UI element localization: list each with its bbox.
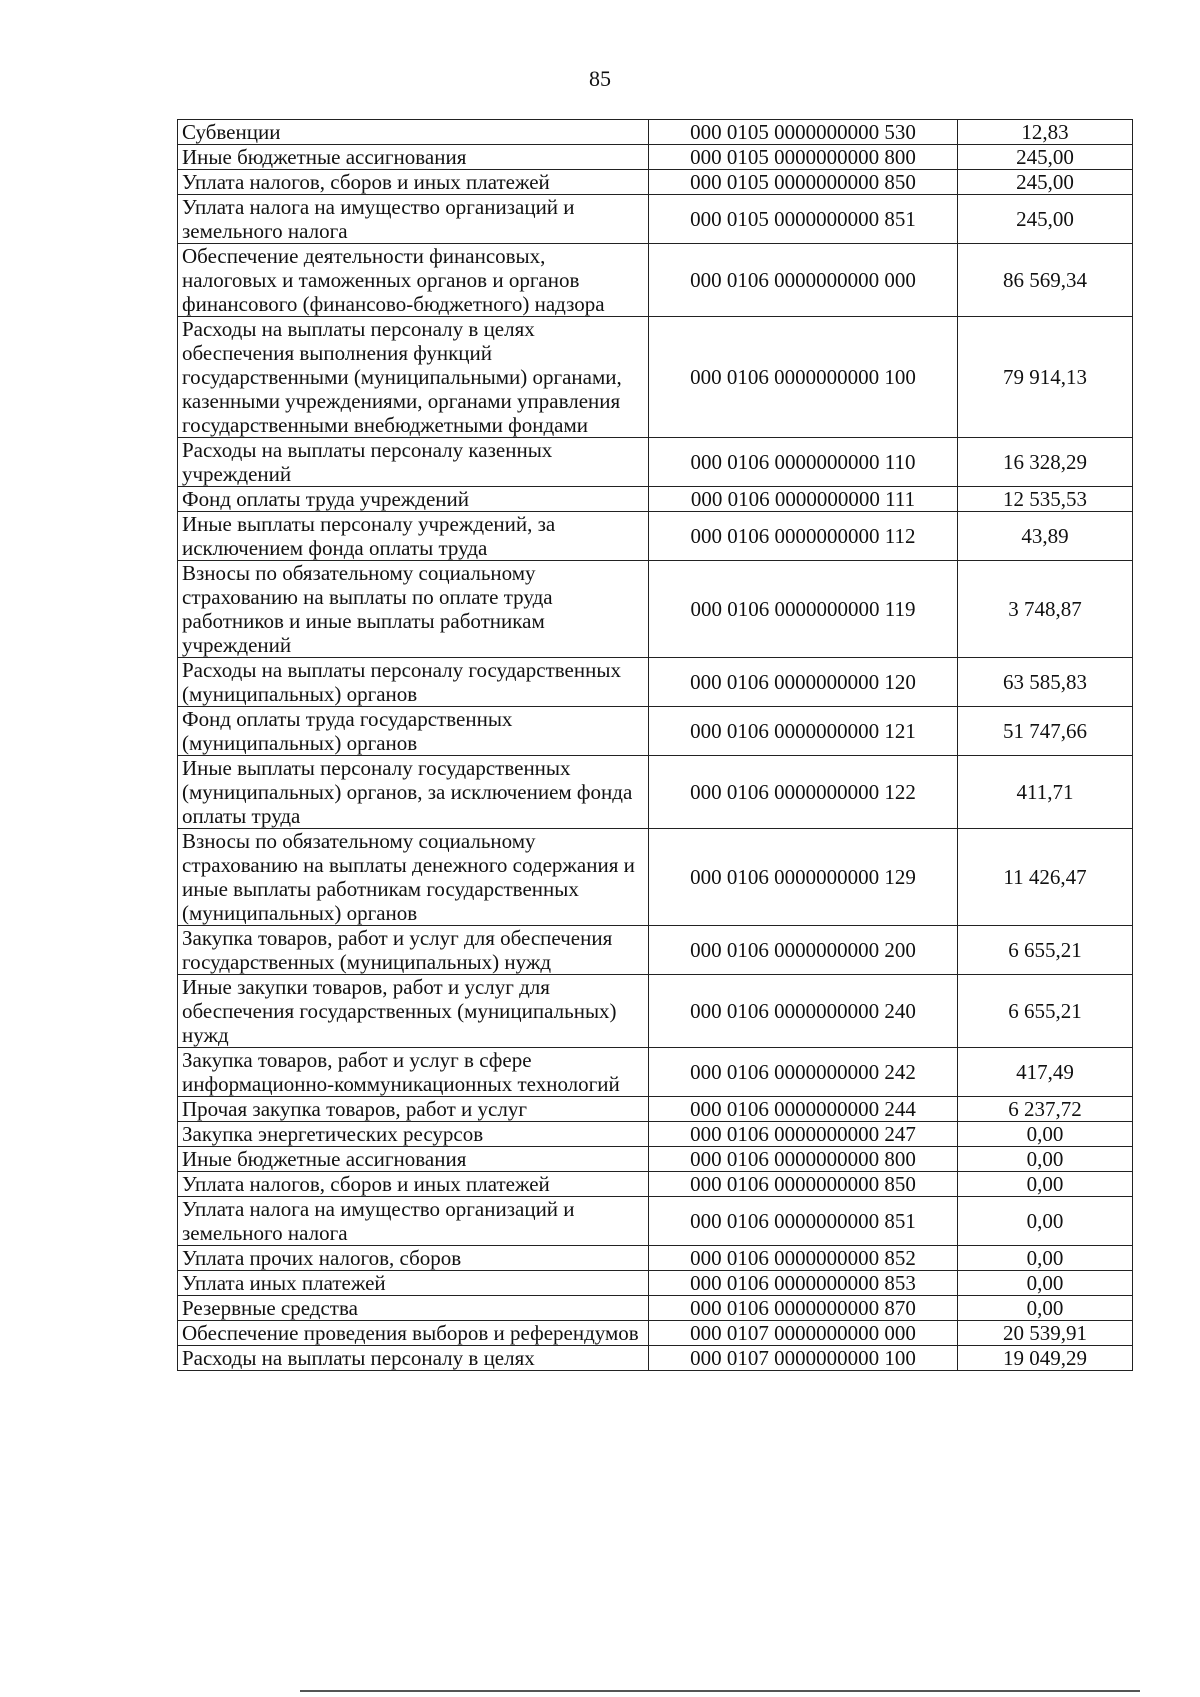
row-name-cell: Иные бюджетные ассигнования: [178, 145, 649, 170]
table-row: [178, 170, 1133, 195]
row-amount-cell: 0,00: [958, 1271, 1133, 1296]
row-amount-cell: 411,71: [958, 756, 1133, 829]
row-code-cell: 000 0106 0000000000 100: [649, 317, 958, 438]
bottom-rule: [300, 1690, 1140, 1692]
row-name-cell: Уплата налогов, сборов и иных платежей: [178, 1172, 649, 1197]
row-name-cell: Резервные средства: [178, 1296, 649, 1321]
table-row: [178, 756, 1133, 829]
row-name-cell: Уплата налога на имущество организаций и земельного налога: [178, 195, 649, 244]
table-row: [178, 1321, 1133, 1346]
row-name-cell: Субвенции: [178, 120, 649, 145]
row-code-cell: 000 0105 0000000000 530: [649, 120, 958, 145]
row-name-cell: Обеспечение проведения выборов и референдумов: [178, 1321, 649, 1346]
row-code-cell: 000 0106 0000000000 129: [649, 829, 958, 926]
row-name-cell: Закупка товаров, работ и услуг для обеспечения государственных (муниципальных) нужд: [178, 926, 649, 975]
row-name-cell: Расходы на выплаты персоналу государственных (муниципальных) органов: [178, 658, 649, 707]
row-code-cell: 000 0106 0000000000 870: [649, 1296, 958, 1321]
row-code-cell: 000 0106 0000000000 200: [649, 926, 958, 975]
row-name-cell: Прочая закупка товаров, работ и услуг: [178, 1097, 649, 1122]
row-name-cell: Расходы на выплаты персоналу казенных учреждений: [178, 438, 649, 487]
row-name-cell: Обеспечение деятельности финансовых, налоговых и таможенных органов и органов финансового (финансово-бюджетного) надзора: [178, 244, 649, 317]
row-name-cell: Иные выплаты персоналу государственных (муниципальных) органов, за исключением фонда оплаты труда: [178, 756, 649, 829]
row-amount-cell: 0,00: [958, 1246, 1133, 1271]
row-code-cell: 000 0106 0000000000 120: [649, 658, 958, 707]
row-code-cell: 000 0105 0000000000 800: [649, 145, 958, 170]
row-amount-cell: 16 328,29: [958, 438, 1133, 487]
table-row: [178, 1048, 1133, 1097]
row-code-cell: 000 0106 0000000000 244: [649, 1097, 958, 1122]
row-name-cell: Иные закупки товаров, работ и услуг для обеспечения государственных (муниципальных) нужд: [178, 975, 649, 1048]
row-code-cell: 000 0105 0000000000 851: [649, 195, 958, 244]
row-code-cell: 000 0106 0000000000 121: [649, 707, 958, 756]
budget-table: [177, 119, 1133, 1371]
row-amount-cell: 0,00: [958, 1197, 1133, 1246]
row-name-cell: Расходы на выплаты персоналу в целях: [178, 1346, 649, 1371]
table-row: [178, 438, 1133, 487]
table-row: [178, 487, 1133, 512]
table-row: [178, 1271, 1133, 1296]
row-code-cell: 000 0106 0000000000 851: [649, 1197, 958, 1246]
row-code-cell: 000 0106 0000000000 111: [649, 487, 958, 512]
row-name-cell: Иные выплаты персоналу учреждений, за исключением фонда оплаты труда: [178, 512, 649, 561]
row-code-cell: 000 0106 0000000000 850: [649, 1172, 958, 1197]
row-code-cell: 000 0107 0000000000 000: [649, 1321, 958, 1346]
row-code-cell: 000 0105 0000000000 850: [649, 170, 958, 195]
row-amount-cell: 20 539,91: [958, 1321, 1133, 1346]
row-amount-cell: 0,00: [958, 1147, 1133, 1172]
table-row: [178, 1296, 1133, 1321]
row-amount-cell: 63 585,83: [958, 658, 1133, 707]
table-row: [178, 1346, 1133, 1371]
table-body: [178, 120, 1133, 1371]
row-name-cell: Закупка товаров, работ и услуг в сфере информационно-коммуникационных технологий: [178, 1048, 649, 1097]
row-name-cell: Закупка энергетических ресурсов: [178, 1122, 649, 1147]
row-amount-cell: 6 655,21: [958, 926, 1133, 975]
row-amount-cell: 12,83: [958, 120, 1133, 145]
row-code-cell: 000 0106 0000000000 000: [649, 244, 958, 317]
table-row: [178, 1172, 1133, 1197]
table-row: [178, 829, 1133, 926]
row-amount-cell: 245,00: [958, 195, 1133, 244]
row-code-cell: 000 0106 0000000000 853: [649, 1271, 958, 1296]
row-name-cell: Уплата иных платежей: [178, 1271, 649, 1296]
row-code-cell: 000 0106 0000000000 110: [649, 438, 958, 487]
row-amount-cell: 0,00: [958, 1122, 1133, 1147]
table-row: [178, 317, 1133, 438]
table-row: [178, 120, 1133, 145]
table-row: [178, 707, 1133, 756]
row-amount-cell: 86 569,34: [958, 244, 1133, 317]
row-code-cell: 000 0106 0000000000 122: [649, 756, 958, 829]
table-row: [178, 561, 1133, 658]
row-name-cell: Взносы по обязательному социальному страхованию на выплаты денежного содержания и иные выплаты работникам государственных (муниципальных) органов: [178, 829, 649, 926]
row-amount-cell: 79 914,13: [958, 317, 1133, 438]
table-row: [178, 1147, 1133, 1172]
row-name-cell: Взносы по обязательному социальному страхованию на выплаты по оплате труда работников и иные выплаты работникам учреждений: [178, 561, 649, 658]
table-row: [178, 1197, 1133, 1246]
row-name-cell: Иные бюджетные ассигнования: [178, 1147, 649, 1172]
row-amount-cell: 43,89: [958, 512, 1133, 561]
row-amount-cell: 6 237,72: [958, 1097, 1133, 1122]
table-row: [178, 145, 1133, 170]
row-code-cell: 000 0106 0000000000 119: [649, 561, 958, 658]
row-amount-cell: 19 049,29: [958, 1346, 1133, 1371]
row-amount-cell: 51 747,66: [958, 707, 1133, 756]
table-row: [178, 975, 1133, 1048]
row-code-cell: 000 0106 0000000000 800: [649, 1147, 958, 1172]
row-amount-cell: 417,49: [958, 1048, 1133, 1097]
table-row: [178, 658, 1133, 707]
row-amount-cell: 0,00: [958, 1172, 1133, 1197]
row-amount-cell: 0,00: [958, 1296, 1133, 1321]
row-code-cell: 000 0106 0000000000 852: [649, 1246, 958, 1271]
row-name-cell: Уплата налога на имущество организаций и земельного налога: [178, 1197, 649, 1246]
table-row: [178, 1097, 1133, 1122]
table-row: [178, 195, 1133, 244]
row-amount-cell: 245,00: [958, 170, 1133, 195]
row-amount-cell: 3 748,87: [958, 561, 1133, 658]
row-amount-cell: 11 426,47: [958, 829, 1133, 926]
row-code-cell: 000 0106 0000000000 247: [649, 1122, 958, 1147]
row-amount-cell: 6 655,21: [958, 975, 1133, 1048]
row-code-cell: 000 0106 0000000000 112: [649, 512, 958, 561]
table-row: [178, 512, 1133, 561]
row-code-cell: 000 0106 0000000000 240: [649, 975, 958, 1048]
table-row: [178, 926, 1133, 975]
row-amount-cell: 245,00: [958, 145, 1133, 170]
row-name-cell: Фонд оплаты труда государственных (муниципальных) органов: [178, 707, 649, 756]
row-code-cell: 000 0107 0000000000 100: [649, 1346, 958, 1371]
table-row: [178, 1246, 1133, 1271]
row-name-cell: Расходы на выплаты персоналу в целях обеспечения выполнения функций государственными (муниципальными) органами, казенными учреждениями, органами управления государственными внебюджетными фондами: [178, 317, 649, 438]
row-name-cell: Уплата прочих налогов, сборов: [178, 1246, 649, 1271]
row-name-cell: Фонд оплаты труда учреждений: [178, 487, 649, 512]
row-name-cell: Уплата налогов, сборов и иных платежей: [178, 170, 649, 195]
page-number: 85: [589, 66, 611, 91]
table-row: [178, 1122, 1133, 1147]
row-amount-cell: 12 535,53: [958, 487, 1133, 512]
table-row: [178, 244, 1133, 317]
row-code-cell: 000 0106 0000000000 242: [649, 1048, 958, 1097]
